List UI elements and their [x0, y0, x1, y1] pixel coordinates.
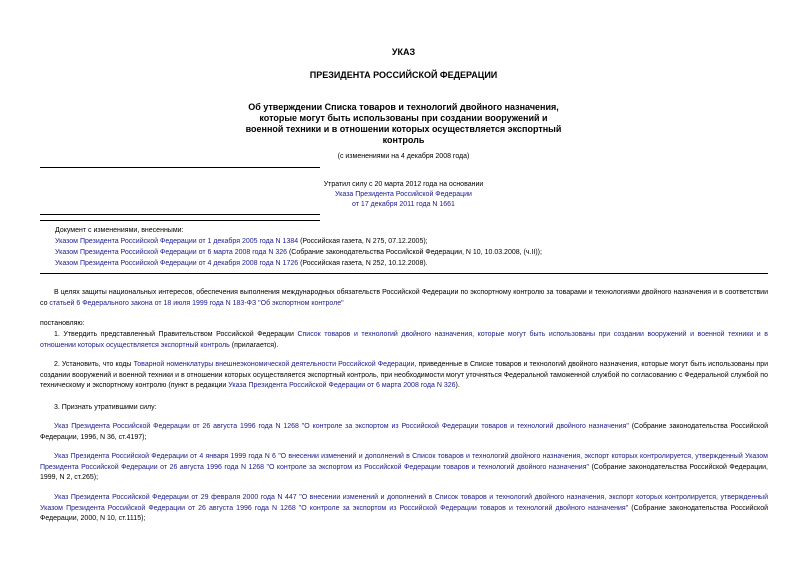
list-item: Указом Президента Российской Федерации от 4 декабря 2008 года N 1726 (Российская газета, N 252, 10.12.2008).: [55, 260, 428, 267]
list-item: Указом Президента Российской Федерации от 6 марта 2008 года N 326 (Собрание законодательства Российской Федерации, N 10, 10.03.2008, (ч.II));: [55, 249, 542, 256]
item-1-paragraph: 1. Утвердить представленный Правительством Российской Федерации Список товаров и технологий двойного назначения, которые могут быть использованы при создании вооружений и военной техники и в отношении которых осуществляется экспортный контроль (прилагается).: [40, 331, 769, 349]
expired-decree-date-link[interactable]: от 17 декабря 2011 года N 1661: [352, 201, 455, 208]
item-2-paragraph: 2. Установить, что коды Товарной номенклатуры внешнеэкономической деятельности Российской Федерации, приведенные в Списке товаров и технологий двойного назначения, которые могут быть использованы при создании вооружений и военной техники и в отношении которых осуществляется экспортный контроль, при необходимости могут уточняться Федеральной таможенной службой по согласованию с Федеральной службой по техническому и экспортному контролю (пункт в редакции Указа Президента Российской Федерации от 6 марта 2008 года N 326).: [40, 361, 768, 389]
expired-decree-link[interactable]: Указа Президента Российской Федерации: [335, 191, 472, 198]
item-3-paragraph: 3. Признать утратившими силу:: [54, 404, 157, 411]
repealed-decree-link[interactable]: Указ Президента Российской Федерации от 29 февраля 2000 года N 447 "О внесении изменений и дополнений в Список товаров и технологий двойного назначения, экспорт которых контролируется, утвержденный Указом Президента Российской Федерации от 26 августа 1996 года N 1268 "О контроле за экспортом из Российской Федерации товаров и технологий двойного назначения": [40, 494, 768, 512]
divider-line: [40, 273, 768, 274]
repealed-decree-link[interactable]: Указ Президента Российской Федерации от 26 августа 1996 года N 1268 "О контроле за экспортом из Российской Федерации товаров и технологий двойного назначения": [54, 423, 629, 430]
law-link[interactable]: статьей 6 Федерального закона от 18 июля 1999 года N 183-ФЗ "Об экспортном контроле": [49, 299, 344, 307]
list-item: Указом Президента Российской Федерации от 1 декабря 2005 года N 1384 (Российская газета, N 275, 07.12.2005);: [55, 238, 428, 245]
divider-line: [40, 214, 320, 215]
decree-heading: УКАЗ: [391, 47, 416, 57]
decree-326-link[interactable]: Указа Президента Российской Федерации от 6 марта 2008 года N 326: [228, 382, 456, 389]
issuer-heading: ПРЕЗИДЕНТА РОССИЙСКОЙ ФЕДЕРАЦИИ: [309, 70, 498, 80]
divider-line: [40, 167, 320, 168]
decree-word: постановляю:: [40, 320, 85, 327]
repealed-item: Указ Президента Российской Федерации от 29 февраля 2000 года N 447 "О внесении изменений и дополнений в Список товаров и технологий двойного назначения, экспорт которых контролируется, утвержденный Указом Президента Российской Федерации от 26 августа 1996 года N 1268 "О контроле за экспортом из Российской Федерации товаров и технологий двойного назначения" (Собрание законодательства Российской Федерации, 2000, N 10, ст.1115);: [40, 494, 769, 522]
goods-list-link[interactable]: Список товаров и технологий двойного назначения, которые могут быть использованы при создании вооружений и военной техники и в отношении которых осуществляется экспортный контроль: [40, 331, 769, 349]
amendments-list: [55, 225, 775, 269]
repealed-item: Указ Президента Российской Федерации от 4 января 1999 года N 6 "О внесении изменений и дополнений в Список товаров и технологий двойного назначения, экспорт которых контролируется, утвержденный Указом Президента Российской Федерации от 26 августа 1996 года N 1268 "О контроле за экспортом из Российской Федерации товаров и технологий двойного назначения" (Собрание законодательства Российской Федерации, 1999, N 2, ст.265);: [40, 453, 768, 481]
changes-note: (с изменениями на 4 декабря 2008 года): [337, 153, 470, 160]
amendment-link[interactable]: Указом Президента Российской Федерации от 1 декабря 2005 года N 1384: [55, 238, 299, 245]
amendment-link[interactable]: Указом Президента Российской Федерации от 6 марта 2008 года N 326: [55, 249, 287, 256]
expired-note: [240, 180, 567, 210]
amendment-link[interactable]: Указом Президента Российской Федерации от 4 декабря 2008 года N 1726: [55, 260, 299, 267]
preamble-paragraph: В целях защиты национальных интересов, обеспечения выполнения международных обязательств Российской Федерации по экспортному контролю за товарами и технологиями двойного назначения и в соответствии со статьей 6 Федерального закона от 18 июля 1999 года N 183-ФЗ "Об экспортном контроле": [40, 289, 768, 307]
tnved-link[interactable]: Товарной номенклатуры внешнеэкономической деятельности Российской Федерации: [133, 361, 415, 368]
expired-line-1: Утратил силу с 20 марта 2012 года на основании: [323, 181, 484, 188]
divider-line: [40, 220, 320, 221]
document-title: Об утверждении Списка товаров и технологий двойного назначения, которые могут быть использованы при создании вооружений и военной техники и в отношении которых осуществляется экспортный контроль: [245, 102, 562, 145]
repealed-decree-link[interactable]: Указ Президента Российской Федерации от 4 января 1999 года N 6 "О внесении изменений и дополнений в Список товаров и технологий двойного назначения, экспорт которых контролируется, утвержденный Указом Президента Российской Федерации от 26 августа 1996 года N 1268 "О контроле за экспортом из Российской Федерации товаров и технологий двойного назначения": [40, 453, 768, 471]
amendments-heading: Документ с изменениями, внесенными:: [55, 227, 184, 234]
repealed-item: Указ Президента Российской Федерации от 26 августа 1996 года N 1268 "О контроле за экспортом из Российской Федерации товаров и технологий двойного назначения" (Собрание законодательства Российской Федерации, 1996, N 36, ст.4197);: [40, 423, 768, 441]
